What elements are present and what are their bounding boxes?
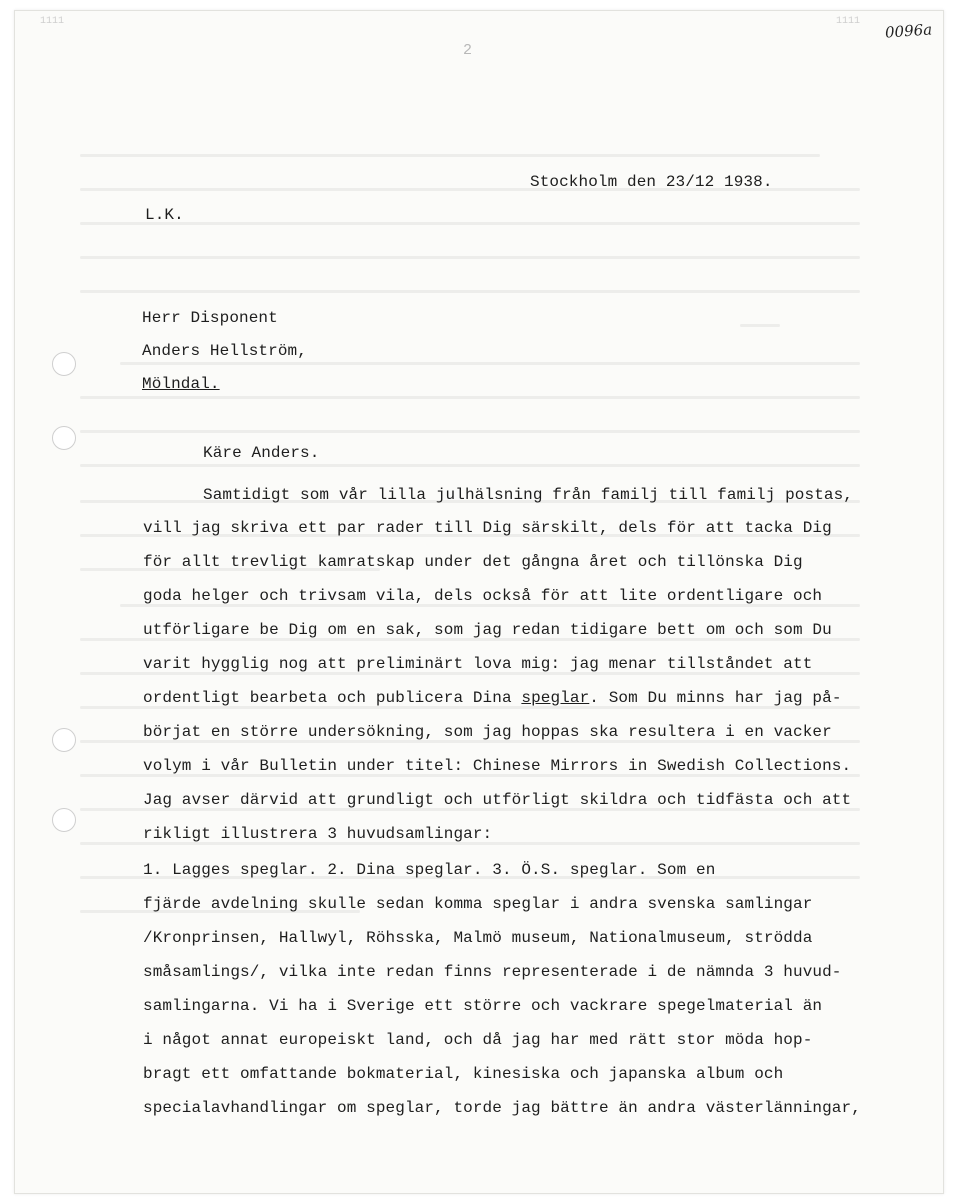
punch-hole: [52, 808, 76, 832]
body-line: fjärde avdelning skulle sedan komma speglar i andra svenska samlingar: [143, 895, 813, 913]
body-line: utförligare be Dig om en sak, som jag redan tidigare bett om och som Du: [143, 621, 832, 639]
body-line: varit hygglig nog att preliminärt lova mig: jag menar tillståndet att: [143, 655, 813, 673]
body-line: småsamlings/, vilka inte redan finns representerade i de nämnda 3 huvud-: [143, 963, 842, 981]
recipient-title: Herr Disponent: [142, 309, 278, 327]
body-line-head: ordentligt bearbeta och publicera Dina: [143, 689, 522, 707]
initials: L.K.: [145, 206, 184, 224]
body-line-tail: . Som Du minns har jag på-: [589, 689, 842, 707]
body-line: Jag avser därvid att grundligt och utförligt skildra och tidfästa och att: [143, 791, 852, 809]
punch-hole: [52, 426, 76, 450]
recipient-city: Mölndal.: [142, 375, 220, 393]
body-line: vill jag skriva ett par rader till Dig särskilt, dels för att tacka Dig: [143, 519, 832, 537]
punch-hole: [52, 352, 76, 376]
body-line: specialavhandlingar om speglar, torde jag bättre än andra västerlänningar,: [143, 1099, 861, 1117]
body-line: 1. Lagges speglar. 2. Dina speglar. 3. Ö.S. speglar. Som en: [143, 861, 716, 879]
body-line: i något annat europeiskt land, och då jag har med rätt stor möda hop-: [143, 1031, 813, 1049]
body-line: bragt ett omfattande bokmaterial, kinesiska och japanska album och: [143, 1065, 784, 1083]
body-line-with-underline: [143, 688, 842, 708]
archive-number: 0096a: [884, 20, 933, 42]
underlined-word: speglar: [521, 689, 590, 707]
body-line: Samtidigt som vår lilla julhälsning från familj till familj postas,: [203, 486, 854, 504]
corner-mark-right: 1111: [836, 16, 861, 27]
date-line: Stockholm den 23/12 1938.: [530, 173, 773, 191]
salutation: Käre Anders.: [203, 444, 320, 462]
body-line: börjat en större undersökning, som jag hoppas ska resultera i en vacker: [143, 723, 832, 741]
body-line: för allt trevligt kamratskap under det gångna året och tillönska Dig: [143, 553, 803, 571]
body-line: goda helger och trivsam vila, dels också för att lite ordentligare och: [143, 587, 823, 605]
body-line: volym i vår Bulletin under titel: Chinese Mirrors in Swedish Collections.: [143, 757, 852, 775]
body-line: rikligt illustrera 3 huvudsamlingar:: [143, 825, 493, 843]
punch-hole: [52, 728, 76, 752]
page-number: 2: [463, 42, 473, 59]
body-line: /Kronprinsen, Hallwyl, Röhsska, Malmö museum, Nationalmuseum, strödda: [143, 929, 813, 947]
recipient-name: Anders Hellström,: [142, 342, 307, 360]
body-line: samlingarna. Vi ha i Sverige ett större och vackrare spegelmaterial än: [143, 997, 823, 1015]
corner-mark-left: 1111: [40, 16, 65, 27]
